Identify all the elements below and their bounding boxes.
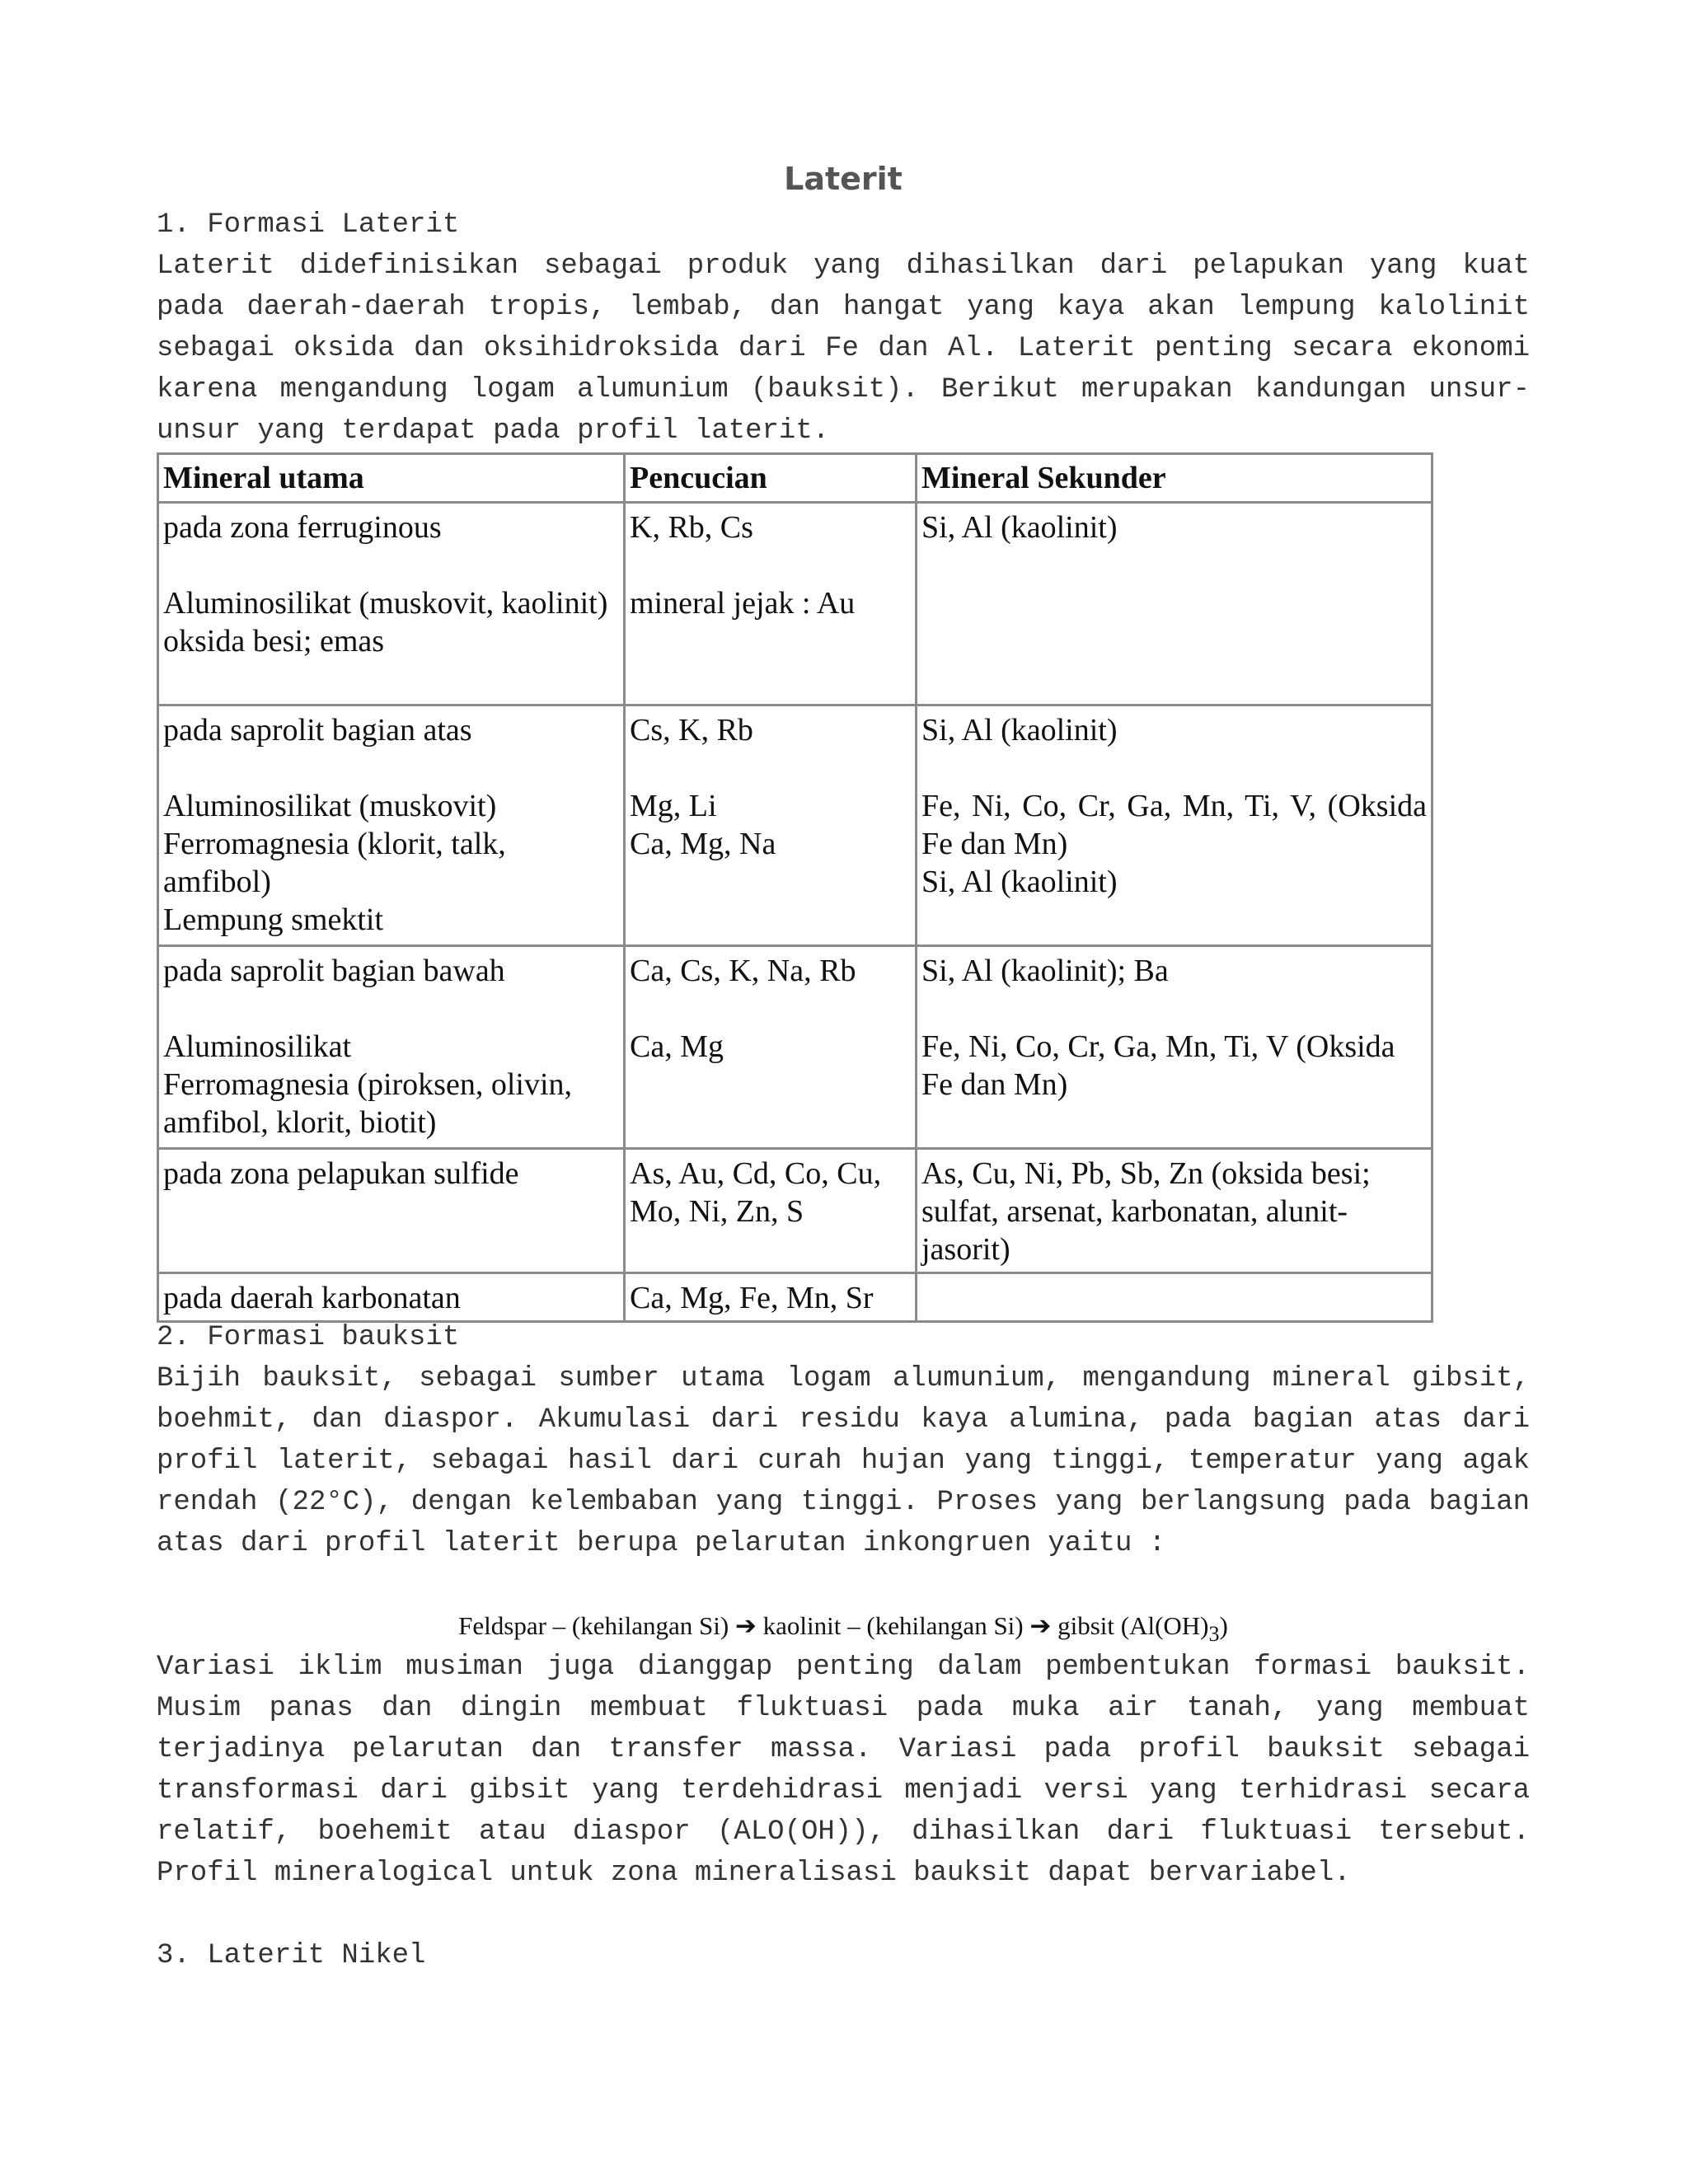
table-row xyxy=(158,503,1432,705)
cell-mineral-sekunder xyxy=(917,1273,1432,1322)
table-row xyxy=(158,946,1432,1149)
equation-subscript: 3 xyxy=(1208,1622,1220,1646)
cell-line: Ferromagnesia (klorit, talk, amfibol) xyxy=(163,827,506,899)
cell-mineral-utama: pada daerah karbonatan xyxy=(158,1273,625,1322)
cell-pencucian xyxy=(625,503,917,705)
cell-line: Aluminosilikat (muskovit, kaolinit) xyxy=(163,586,608,621)
document-title: Laterit xyxy=(784,161,903,197)
cell-line: pada zona ferruginous xyxy=(163,510,442,545)
cell-line: Si, Al (kaolinit); Ba xyxy=(921,954,1169,988)
section-2-paragraph-1: Bijih bauksit, sebagai sumber utama logam alumunium, mengandung mineral gibsit, boehmit, dan diaspor. Akumulasi dari residu kaya alumina, pada bagian atas dari profil laterit, sebagai hasil dari curah hujan yang tinggi, temperatur yang agak rendah (22°C), dengan kelembaban yang tinggi. Proses yang berlangsung pada bagian atas dari profil laterit berupa pelarutan inkongruen yaitu : xyxy=(157,1363,1530,1559)
section-1-heading: 1. Formasi Laterit xyxy=(157,209,460,241)
table-row xyxy=(158,705,1432,946)
cell-line: Si, Al (kaolinit) xyxy=(921,713,1118,748)
cell-line: Aluminosilikat (muskovit) xyxy=(163,789,497,823)
section-1-paragraph: Laterit didefinisikan sebagai produk yang dihasilkan dari pelapukan yang kuat pada daerah-daerah tropis, lembab, dan hangat yang kaya akan lempung kalolinit sebagai oksida dan oksihidroksida dari Fe dan Al. Laterit penting secara ekonomi karena mengandung logam alumunium (bauksit). Berikut merupakan kandungan unsur-unsur yang terdapat pada profil laterit. xyxy=(157,251,1530,447)
cell-pencucian xyxy=(625,705,917,946)
cell-pencucian xyxy=(625,946,917,1149)
cell-line: Si, Al (kaolinit) xyxy=(921,510,1118,545)
header-pencucian: Pencucian xyxy=(625,454,917,503)
equation-closing: ) xyxy=(1219,1611,1228,1640)
cell-mineral-utama xyxy=(158,503,625,705)
cell-line: mineral jejak : Au xyxy=(630,586,856,621)
table-row xyxy=(158,1149,1432,1273)
cell-line: Mg, Li xyxy=(630,789,717,823)
mineral-table xyxy=(157,452,1433,1323)
cell-mineral-sekunder: As, Cu, Ni, Pb, Sb, Zn (oksida besi; sulfat, arsenat, karbonatan, alunit-jasorit) xyxy=(917,1149,1432,1273)
cell-line: Ca, Mg xyxy=(630,1029,724,1064)
header-mineral-utama: Mineral utama xyxy=(158,454,625,503)
cell-mineral-sekunder xyxy=(917,503,1432,705)
equation-text: Feldspar – (kehilangan Si) ➔ kaolinit – (kehilangan Si) ➔ gibsit (Al(OH) xyxy=(458,1611,1209,1640)
header-mineral-sekunder: Mineral Sekunder xyxy=(917,454,1432,503)
table-header-row xyxy=(158,454,1432,503)
section-2-paragraph-2: Variasi iklim musiman juga dianggap penting dalam pembentukan formasi bauksit. Musim panas dan dingin membuat fluktuasi pada muka air tanah, yang membuat terjadinya pelarutan dan transfer massa. Variasi pada profil bauksit sebagai transformasi dari gibsit yang terdehidrasi menjadi versi yang terhidrasi secara relatif, boehemit atau diaspor (ALO(OH)), dihasilkan dari fluktuasi tersebut. Profil mineralogical untuk zona mineralisasi bauksit dapat bervariabel. xyxy=(157,1652,1530,1889)
cell-line: Ferromagnesia (piroksen, olivin, amfibol, klorit, biotit) xyxy=(163,1067,573,1140)
cell-mineral-sekunder xyxy=(917,705,1432,946)
cell-pencucian: Ca, Mg, Fe, Mn, Sr xyxy=(625,1273,917,1322)
cell-mineral-utama xyxy=(158,705,625,946)
section-3-heading: 3. Laterit Nikel xyxy=(157,1940,426,1971)
section-2-heading: 2. Formasi bauksit xyxy=(157,1322,460,1353)
cell-line: Aluminosilikat xyxy=(163,1029,351,1064)
cell-line: Fe, Ni, Co, Cr, Ga, Mn, Ti, V (Oksida Fe dan Mn) xyxy=(921,1029,1395,1102)
cell-line: Fe, Ni, Co, Cr, Ga, Mn, Ti, V, (Oksida Fe dan Mn) xyxy=(921,789,1427,861)
cell-line: pada saprolit bagian atas xyxy=(163,713,472,748)
cell-line: Ca, Mg, Na xyxy=(630,827,776,861)
cell-mineral-sekunder xyxy=(917,946,1432,1149)
cell-line: Cs, K, Rb xyxy=(630,713,753,748)
cell-line: Ca, Cs, K, Na, Rb xyxy=(630,954,856,988)
cell-line: K, Rb, Cs xyxy=(630,510,753,545)
table-row xyxy=(158,1273,1432,1322)
cell-line: pada saprolit bagian bawah xyxy=(163,954,505,988)
cell-line: oksida besi; emas xyxy=(163,624,385,658)
cell-mineral-utama xyxy=(158,946,625,1149)
cell-line: Lempung smektit xyxy=(163,902,384,937)
cell-line: Si, Al (kaolinit) xyxy=(921,865,1118,899)
cell-mineral-utama: pada zona pelapukan sulfide xyxy=(158,1149,625,1273)
cell-pencucian: As, Au, Cd, Co, Cu, Mo, Ni, Zn, S xyxy=(625,1149,917,1273)
